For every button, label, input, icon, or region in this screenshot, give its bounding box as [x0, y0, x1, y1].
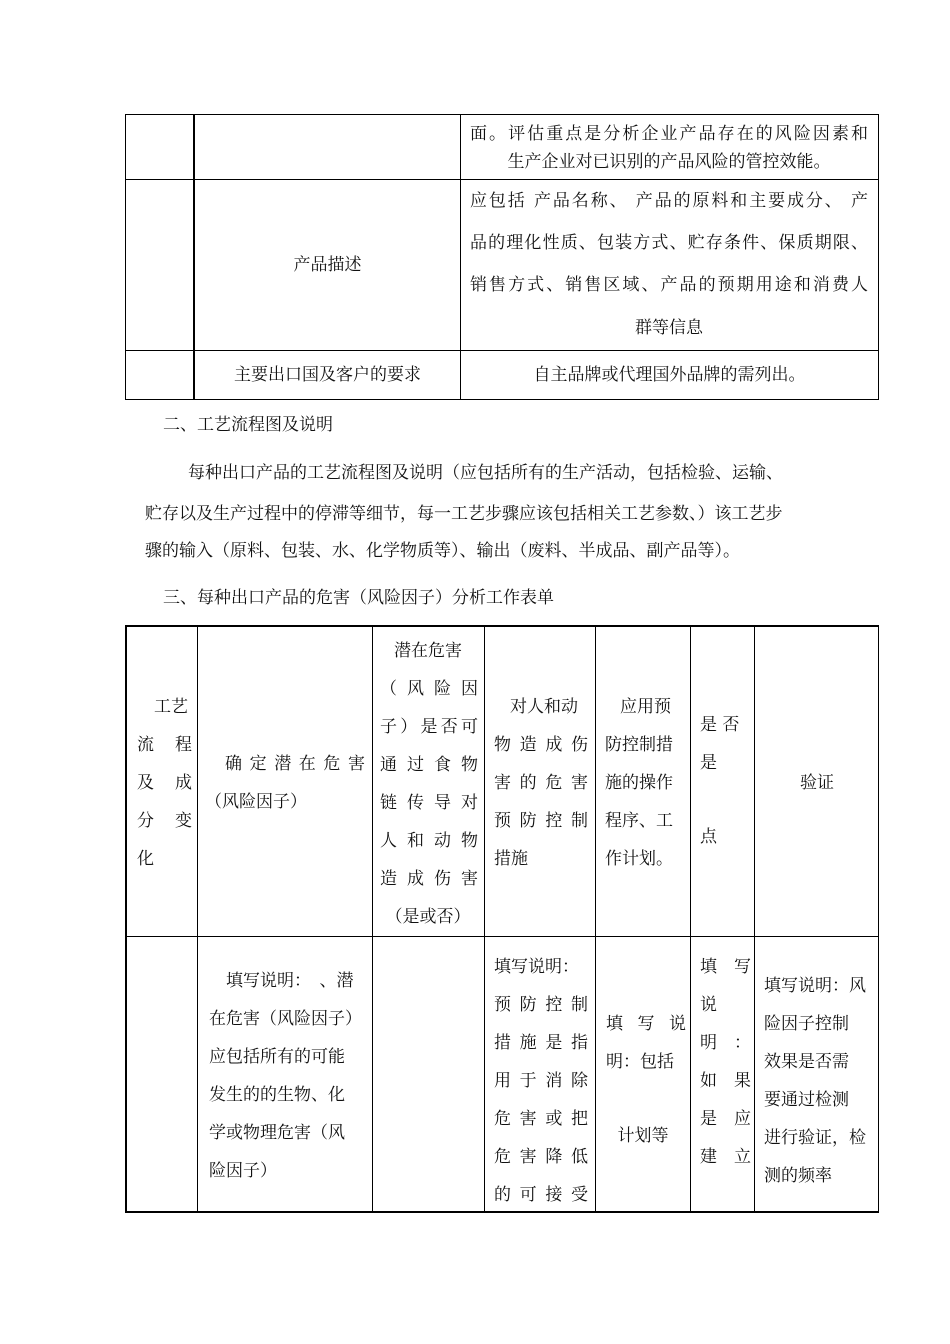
- export-requirements-content: 自主品牌或代理国外品牌的需列出。: [533, 365, 806, 385]
- body-hazard-line4: 发生的的生物、化: [209, 1085, 345, 1105]
- header-procedure-line2: 防控制措: [605, 735, 673, 755]
- body-verification-line1: 填写说明：风: [764, 976, 866, 996]
- header-ccp-line2: 是: [700, 753, 717, 773]
- body-hazard-line1: 填写说明： 、潜: [226, 971, 354, 991]
- table2-border-top: [125, 625, 879, 627]
- table2-divider: [197, 625, 198, 1213]
- body-hazard-line6: 险因子）: [209, 1161, 277, 1181]
- section2-paragraph-line1: 每种出口产品的工艺流程图及说明（应包括所有的生产活动，包括检验、运输、: [188, 463, 783, 483]
- table1-border-right: [878, 114, 879, 400]
- product-description-line4: 群等信息: [635, 318, 703, 338]
- body-ccp-line1: 填 写: [700, 957, 751, 977]
- table1-border-left: [125, 114, 126, 400]
- body-hazard-line3: 应包括所有的可能: [209, 1047, 345, 1067]
- header-transmission-line1: 潜在危害: [394, 641, 462, 661]
- body-prevention-line3: 措施是指: [494, 1033, 588, 1053]
- body-ccp-line3: 明 ：: [700, 1033, 751, 1053]
- header-prevention-line2: 物造成伤: [494, 735, 588, 755]
- header-ccp-line4: 点: [700, 827, 717, 847]
- body-prevention-line5: 危害或把: [494, 1109, 588, 1129]
- product-description-line1: 应包括 产品名称、 产品的原料和主要成分、 产: [470, 191, 868, 211]
- body-verification-line5: 进行验证，检: [764, 1128, 866, 1148]
- body-procedure-line4: 计划等: [617, 1126, 669, 1146]
- header-procedure-line4: 程序、工: [605, 811, 673, 831]
- table1-border-bottom: [125, 399, 879, 400]
- table2-divider: [595, 625, 596, 1213]
- header-transmission-line5: 链传导对: [380, 793, 478, 813]
- body-prevention-line7: 的可接受: [494, 1185, 588, 1205]
- header-prevention-line4: 预防控制: [494, 811, 588, 831]
- header-process-line5: 化: [137, 849, 154, 869]
- header-transmission-line6: 人和动物: [380, 831, 478, 851]
- header-hazard-line1: 确定潜在危害: [225, 754, 365, 774]
- header-prevention-line1: 对人和动: [510, 697, 578, 717]
- body-ccp-line5: 是 应: [700, 1109, 751, 1129]
- body-verification-line6: 测的频率: [764, 1166, 832, 1186]
- body-prevention-line6: 危害降低: [494, 1147, 588, 1167]
- body-verification-line2: 险因子控制: [764, 1014, 849, 1034]
- header-transmission-line2: （风险因: [380, 679, 478, 699]
- body-prevention-line4: 用于消除: [494, 1071, 588, 1091]
- table2-header-rule: [125, 936, 879, 937]
- body-prevention-line2: 预防控制: [494, 995, 588, 1015]
- header-procedure-line3: 施的操作: [605, 773, 673, 793]
- product-description-line2: 品的理化性质、包装方式、贮存条件、保质期限、: [470, 233, 868, 253]
- row1-text-line2: 生产企业对已识别的产品风险的管控效能。: [507, 152, 831, 172]
- body-ccp-line4: 如 果: [700, 1071, 751, 1091]
- header-verification: 验证: [800, 773, 834, 793]
- section3-heading: 三、每种出口产品的危害（风险因子）分析工作表单: [163, 588, 554, 608]
- header-process-line2: 流 程: [137, 735, 192, 755]
- body-procedure-line2: 明：包括: [606, 1052, 674, 1072]
- header-process-line4: 分 变: [137, 811, 192, 831]
- body-hazard-line5: 学或物理危害（风: [209, 1123, 345, 1143]
- header-prevention-line3: 害的危害: [494, 773, 588, 793]
- table2-border-right: [878, 625, 879, 1213]
- table1-rule: [125, 350, 879, 351]
- header-process-line3: 及 成: [137, 773, 192, 793]
- header-transmission-line3: 子）是否可: [380, 717, 478, 737]
- body-hazard-line2: 在危害（风险因子）: [209, 1009, 362, 1029]
- table2-border-left: [125, 625, 127, 1213]
- row1-text-line1: 面。评估重点是分析企业产品存在的风险因素和: [470, 124, 868, 144]
- header-process-line1: 工艺: [154, 697, 188, 717]
- header-hazard-line2: （风险因子）: [205, 792, 307, 812]
- table2-divider: [754, 625, 755, 1213]
- header-prevention-line5: 措施: [494, 849, 528, 869]
- section2-paragraph-line3: 骤的输入（原料、包装、水、化学物质等）、输出（废料、半成品、副产品等）。: [145, 541, 740, 561]
- header-procedure-line5: 作计划。: [605, 849, 673, 869]
- header-ccp-line1: 是 否: [700, 715, 740, 735]
- table2-divider: [484, 625, 485, 1213]
- body-verification-line3: 效果是否需: [764, 1052, 849, 1072]
- product-description-line3: 销售方式、销售区域、产品的预期用途和消费人: [470, 275, 868, 295]
- header-transmission-line8: （是或否）: [385, 907, 471, 927]
- body-procedure-line1: 填写说: [606, 1014, 686, 1034]
- product-description-label: 产品描述: [293, 255, 362, 275]
- body-ccp-line6: 建 立: [700, 1147, 751, 1167]
- header-procedure-line1: 应用预: [620, 697, 671, 717]
- header-transmission-line4: 通过食物: [380, 755, 478, 775]
- section2-paragraph-line2: 贮存以及生产过程中的停滞等细节，每一工艺步骤应该包括相关工艺参数、）该工艺步: [145, 504, 783, 524]
- section2-heading: 二、工艺流程图及说明: [163, 415, 333, 435]
- body-ccp-line2: 说: [700, 995, 717, 1015]
- header-transmission-line7: 造成伤害: [380, 869, 478, 889]
- export-requirements-label: 主要出口国及客户的要求: [234, 365, 421, 385]
- table2-divider: [372, 625, 373, 1213]
- table2-divider: [690, 625, 691, 1213]
- body-prevention-line1: 填写说明：: [494, 957, 579, 977]
- body-verification-line4: 要通过检测: [764, 1090, 849, 1110]
